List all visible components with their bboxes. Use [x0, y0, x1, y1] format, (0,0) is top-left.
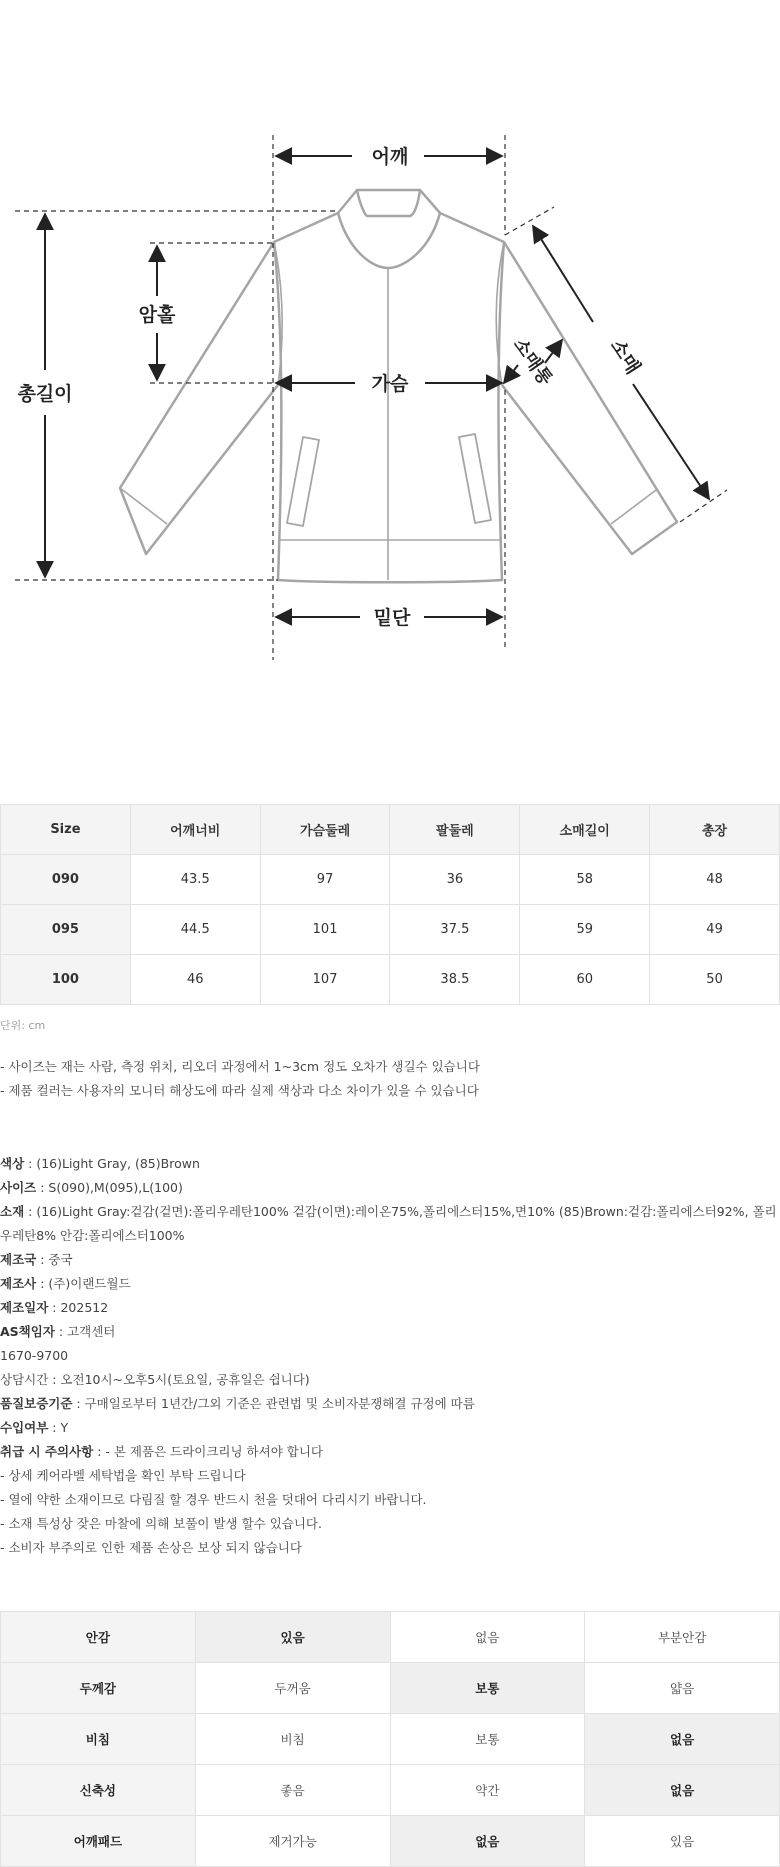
info-size [0, 1176, 780, 1200]
feature-option: 없음 [585, 1714, 780, 1765]
size-notes [0, 1055, 780, 1103]
feature-row [1, 1765, 780, 1816]
table-row [1, 955, 780, 1005]
feature-row [1, 1612, 780, 1663]
table-cell: 107 [260, 955, 390, 1005]
info-key: 제조사 [0, 1276, 37, 1291]
table-cell: 38.5 [390, 955, 520, 1005]
info-key: 소재 [0, 1204, 25, 1219]
left-sleeve [120, 242, 278, 554]
sleeve-arrow-up [533, 226, 593, 322]
feature-option: 약간 [390, 1765, 585, 1816]
feature-option: 비침 [195, 1714, 390, 1765]
feature-label: 신축성 [1, 1765, 196, 1816]
info-value: : Y [48, 1420, 69, 1435]
header-arm: 팔둘레 [390, 805, 520, 855]
feature-option: 좋음 [195, 1765, 390, 1816]
feature-option: 있음 [195, 1612, 390, 1663]
table-cell: 48 [650, 855, 780, 905]
caution-line: - 상세 케어라벨 세탁법을 확인 부탁 드립니다 [0, 1468, 246, 1483]
feature-option: 없음 [390, 1612, 585, 1663]
info-value: : 고객센터 [54, 1324, 116, 1339]
info-import [0, 1416, 780, 1440]
info-key: 품질보증기준 [0, 1396, 73, 1411]
feature-table [0, 1611, 780, 1867]
size-cell: 095 [1, 905, 131, 955]
table-cell: 46 [130, 955, 260, 1005]
sleeve-width-label: 소매통 [508, 334, 557, 390]
note-line: - 제품 컬러는 사용자의 모니터 해상도에 따라 실제 색상과 다소 차이가 있을 수 있습니다 [0, 1083, 479, 1098]
unit-note: 단위: cm [0, 1019, 46, 1032]
feature-row [1, 1816, 780, 1867]
info-as [0, 1320, 780, 1344]
total-length-label: 총길이 [17, 383, 73, 405]
header-shoulder-width: 어깨너비 [130, 805, 260, 855]
sleeve-length-label: 소매 [605, 335, 645, 379]
hem-label: 밑단 [373, 607, 411, 629]
sleeve-width-arrow-up [545, 340, 562, 363]
feature-option: 없음 [585, 1765, 780, 1816]
feature-label: 두께감 [1, 1663, 196, 1714]
size-table-header [1, 805, 780, 855]
table-row [1, 855, 780, 905]
info-value: : - 본 제품은 드라이크리닝 하셔야 합니다 [93, 1444, 323, 1459]
feature-option: 부분안감 [585, 1612, 780, 1663]
table-cell: 101 [260, 905, 390, 955]
table-cell: 37.5 [390, 905, 520, 955]
info-key: 사이즈 [0, 1180, 37, 1195]
header-size: Size [1, 805, 131, 855]
caution-line: - 소재 특성상 잦은 마찰에 의해 보풀이 발생 할수 있습니다. [0, 1516, 322, 1531]
table-cell: 58 [520, 855, 650, 905]
info-key: 취급 시 주의사항 [0, 1444, 94, 1459]
header-sleeve-length: 소매길이 [520, 805, 650, 855]
collar-band [357, 190, 420, 216]
shoulder-label: 어깨 [371, 146, 409, 168]
header-total-length: 총장 [650, 805, 780, 855]
info-value: : 중국 [36, 1252, 73, 1267]
table-cell: 49 [650, 905, 780, 955]
table-cell: 97 [260, 855, 390, 905]
caution-line: - 소비자 부주의로 인한 제품 손상은 보상 되지 않습니다 [0, 1540, 302, 1555]
note-line: - 사이즈는 재는 사람, 측정 위치, 리오더 과정에서 1~3cm 정도 오차가 생길수 있습니다 [0, 1059, 480, 1074]
info-value: : 202512 [48, 1300, 109, 1315]
info-date [0, 1296, 780, 1320]
table-cell: 50 [650, 955, 780, 1005]
armhole-label: 암홀 [138, 304, 176, 326]
feature-option: 두꺼움 [195, 1663, 390, 1714]
sleeve-arrow-down [633, 384, 709, 499]
feature-option: 있음 [585, 1816, 780, 1867]
table-cell: 36 [390, 855, 520, 905]
feature-option: 제거가능 [195, 1816, 390, 1867]
feature-option: 보통 [390, 1663, 585, 1714]
feature-label: 비침 [1, 1714, 196, 1765]
right-cuff-line [611, 490, 656, 524]
size-cell: 090 [1, 855, 131, 905]
info-value: : S(090),M(095),L(100) [36, 1180, 183, 1195]
feature-option: 얇음 [585, 1663, 780, 1714]
table-row [1, 905, 780, 955]
table-cell: 59 [520, 905, 650, 955]
table-cell: 44.5 [130, 905, 260, 955]
feature-option: 보통 [390, 1714, 585, 1765]
caution-line: - 열에 약한 소재이므로 다림질 할 경우 반드시 천을 덧대어 다리시기 바랍니다. [0, 1492, 427, 1507]
feature-label: 안감 [1, 1612, 196, 1663]
info-origin [0, 1248, 780, 1272]
collar [338, 213, 440, 268]
header-chest: 가슴둘레 [260, 805, 390, 855]
info-value: : (주)이랜드월드 [36, 1276, 131, 1291]
info-phone: 1670-9700 [0, 1348, 69, 1363]
info-value: : (16)Light Gray:겉감(겉면):폴리우레탄100% 겉감(이면):레이온75%,폴리에스터15%,면10% (85)Brown:겉감:폴리에스터92%, 폴리우레탄8% 안감:폴리에스터100% [0, 1204, 777, 1243]
info-value: : (16)Light Gray, (85)Brown [24, 1156, 200, 1171]
info-caution [0, 1440, 780, 1464]
info-maker [0, 1272, 780, 1296]
left-pocket [287, 437, 319, 526]
info-warranty [0, 1392, 780, 1416]
info-key: 제조일자 [0, 1300, 49, 1315]
info-value: : 구매일로부터 1년간/그외 기준은 관련법 및 소비자분쟁해결 규정에 따름 [72, 1396, 475, 1411]
product-info [0, 1152, 780, 1560]
feature-row [1, 1714, 780, 1765]
info-material [0, 1200, 780, 1248]
feature-label: 어깨패드 [1, 1816, 196, 1867]
info-key: 수입여부 [0, 1420, 49, 1435]
table-cell: 60 [520, 955, 650, 1005]
feature-option: 없음 [390, 1816, 585, 1867]
sleeve-width-arrow-down [504, 365, 518, 383]
info-key: 색상 [0, 1156, 25, 1171]
chest-label: 가슴 [371, 373, 409, 395]
right-pocket [459, 434, 491, 523]
jacket-measurement-diagram [0, 0, 780, 700]
size-cell: 100 [1, 955, 131, 1005]
table-cell: 43.5 [130, 855, 260, 905]
info-hours: 상담시간 : 오전10시~오후5시(토요일, 공휴일은 쉽니다) [0, 1372, 310, 1387]
size-table [0, 804, 780, 1005]
info-key: AS책임자 [0, 1324, 55, 1339]
info-color [0, 1152, 780, 1176]
info-key: 제조국 [0, 1252, 37, 1267]
feature-row [1, 1663, 780, 1714]
right-sleeve [502, 242, 677, 554]
